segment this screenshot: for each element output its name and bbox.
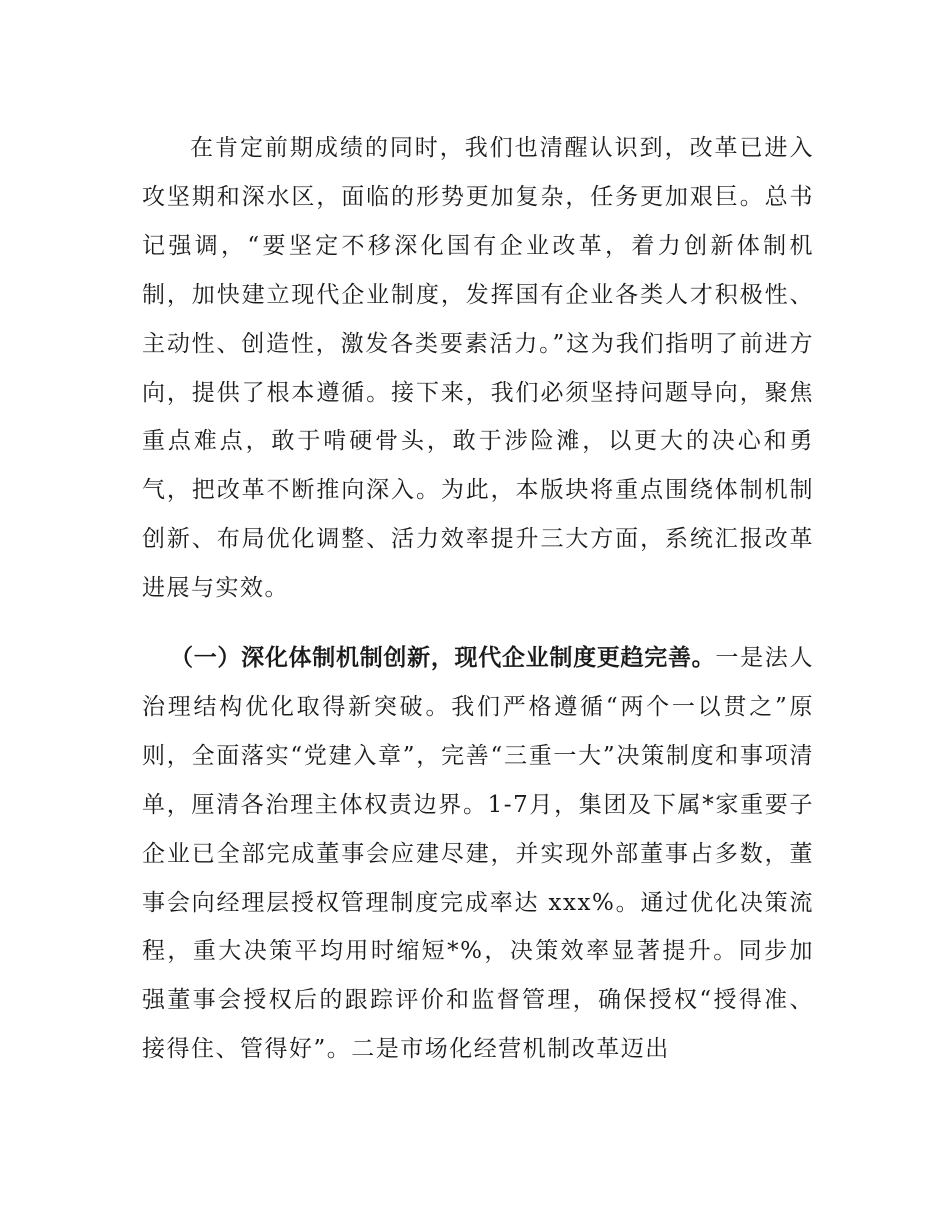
section-body-text: 一是法人治理结构优化取得新突破。我们严格遵循“两个一以贯之”原则，全面落实“党建入章”，完善“三重一大”决策制度和事项清单，厘清各治理主体权责边界。1-7月，集团及下属*家重要子企业已全部完成董事会应建尽建，并实现外部董事占多数，董事会向经理层授权管理制度完成率达 xxx%。通过优化决策流程，重大决策平均用时缩短*%，决策效率显著提升。同步加强董事会授权后的跟踪评价和监督管理，确保授权“授得准、接得住、管得好”。二是市场化经营机制改革迈出 <box>142 645 815 1063</box>
intro-paragraph: 在肯定前期成绩的同时，我们也清醒认识到，改革已进入攻坚期和深水区，面临的形势更加复杂，任务更加艰巨。总书记强调，“要坚定不移深化国有企业改革，着力创新体制机制，加快建立现代企业制度，发挥国有企业各类人才积极性、主动性、创造性，激发各类要素活力。”这为我们指明了前进方向，提供了根本遵循。接下来，我们必须坚持问题导向，聚焦重点难点，敢于啃硬骨头，敢于涉险滩，以更大的决心和勇气，把改革不断推向深入。为此，本版块将重点围绕体制机制创新、布局优化调整、活力效率提升三大方面，系统汇报改革进展与实效。 <box>142 135 814 602</box>
section-paragraph <box>142 634 814 1074</box>
section-heading: （一）深化体制机制创新，现代企业制度更趋完善。 <box>170 645 716 671</box>
